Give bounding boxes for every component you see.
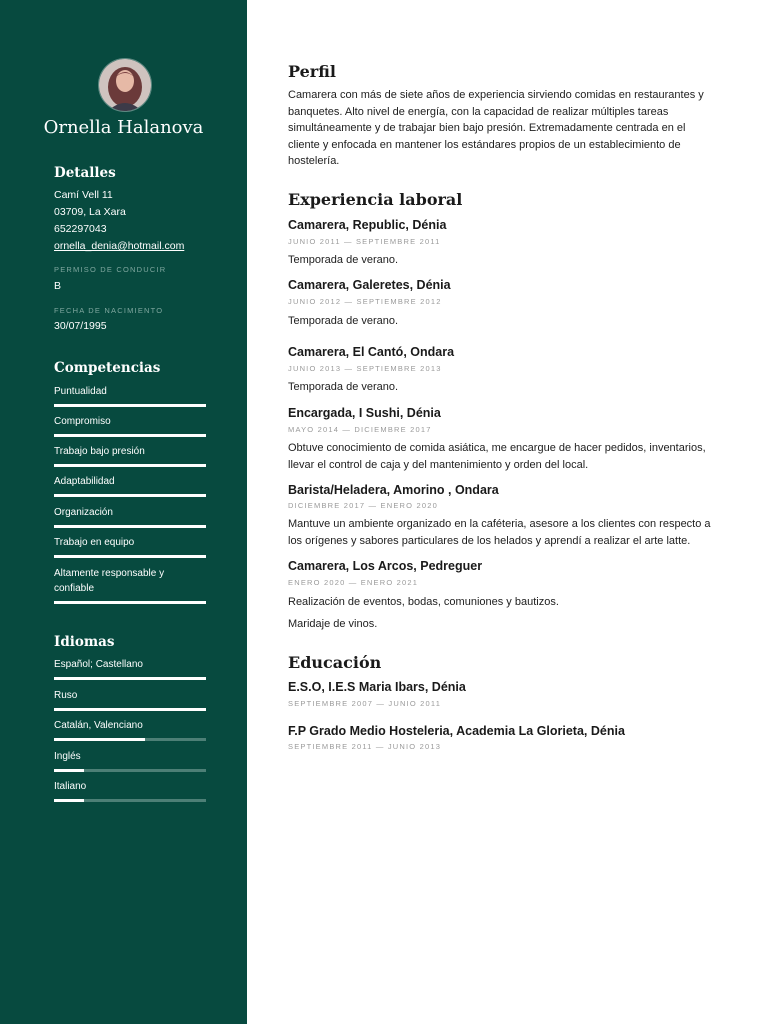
address-line-1: Camí Vell 11: [54, 189, 113, 201]
language-level-bar: [54, 708, 206, 711]
job-description: Realización de eventos, bodas, comuniones y bautizos.: [288, 596, 559, 608]
profile-text: Camarera con más de siete años de experiencia sirviendo comidas en restaurantes y banquetes. Alto nivel de energía, con la capacidad de realizar múltiples tareas simultáneamente y de trabajar bien bajo presión. Extremadamente centrada en el cliente y enfocada en mantener los estándares propios de un establecimiento de hostelería.: [288, 89, 704, 167]
job-dates: JUNIO 2012 — SEPTIEMBRE 2012: [288, 297, 442, 306]
job-dates: JUNIO 2011 — SEPTIEMBRE 2011: [288, 237, 441, 246]
profile-photo: [99, 59, 151, 111]
skill-item: [54, 384, 206, 407]
language-level-fill: [54, 738, 145, 741]
skill-item: [54, 505, 206, 528]
education-dates: SEPTIEMBRE 2011 — JUNIO 2013: [288, 742, 442, 751]
language-label: Inglés: [54, 751, 81, 762]
job-title: Barista/Heladera, Amorino , Ondara: [288, 483, 499, 497]
education-title: E.S.O, I.E.S Maria Ibars, Dénia: [288, 680, 466, 694]
skill-level-fill: [54, 525, 206, 528]
skill-level-fill: [54, 404, 206, 407]
language-label: Ruso: [54, 690, 78, 701]
job-title: Encargada, I Sushi, Dénia: [288, 406, 441, 420]
profile-heading: Perfil: [288, 62, 336, 81]
skill-level-fill: [54, 555, 206, 558]
education-title: F.P Grado Medio Hosteleria, Academia La Glorieta, Dénia: [288, 724, 625, 738]
email-link[interactable]: ornella_denia@hotmail.com: [54, 240, 185, 252]
skill-label: Organización: [54, 507, 113, 518]
address-line-2: 03709, La Xara: [54, 206, 126, 218]
skill-level-fill: [54, 464, 206, 467]
language-level-bar: [54, 799, 206, 802]
language-level-bar: [54, 738, 206, 741]
skills-heading: Competencias: [54, 360, 161, 376]
language-level-fill: [54, 677, 206, 680]
skill-label: Trabajo en equipo: [54, 537, 135, 548]
language-level-fill: [54, 769, 84, 772]
language-item: [54, 779, 206, 802]
details-heading: Detalles: [54, 165, 116, 181]
language-level-fill: [54, 708, 206, 711]
skill-item: [54, 414, 206, 437]
job-description: Mantuve un ambiente organizado en la caféteria, asesore a los clientes con respecto a los orígenes y sabores particulares de los helados y aprendí a realizar el arte latte.: [288, 518, 711, 547]
sidebar: [0, 0, 247, 1024]
language-label: Catalán, Valenciano: [54, 720, 143, 731]
job-dates: DICIEMBRE 2017 — ENERO 2020: [288, 501, 438, 510]
skill-label: Trabajo bajo presión: [54, 446, 145, 457]
job-title: Camarera, Republic, Dénia: [288, 218, 447, 232]
phone-number: 652297043: [54, 223, 107, 235]
job-description: Temporada de verano.: [288, 315, 399, 327]
language-label: Italiano: [54, 781, 87, 792]
skill-level-bar: [54, 404, 206, 407]
education-heading: Educación: [288, 653, 382, 672]
language-item: [54, 688, 206, 711]
skill-item: [54, 566, 206, 604]
skill-item: [54, 474, 206, 497]
skill-item: [54, 535, 206, 558]
job-dates: ENERO 2020 — ENERO 2021: [288, 578, 419, 587]
language-item: [54, 718, 206, 741]
skill-label: Adaptabilidad: [54, 476, 115, 487]
skill-level-bar: [54, 555, 206, 558]
birth-value: 30/07/1995: [54, 320, 107, 332]
skill-level-fill: [54, 494, 206, 497]
job-dates: JUNIO 2013 — SEPTIEMBRE 2013: [288, 364, 442, 373]
language-level-bar: [54, 769, 206, 772]
job-description: Maridaje de vinos.: [288, 618, 378, 630]
skill-item: [54, 444, 206, 467]
skill-label: Altamente responsable y confiable: [54, 568, 165, 594]
skill-level-fill: [54, 601, 206, 604]
skill-level-bar: [54, 494, 206, 497]
job-dates: MAYO 2014 — DICIEMBRE 2017: [288, 425, 432, 434]
job-description: Temporada de verano.: [288, 381, 399, 393]
skill-level-bar: [54, 434, 206, 437]
language-item: [54, 657, 206, 680]
job-description: Obtuve conocimiento de comida asiática, me encargue de hacer pedidos, inventarios, llevar el control de caja y del mantenimiento y orden del local.: [288, 442, 706, 471]
skill-level-bar: [54, 464, 206, 467]
skill-level-fill: [54, 434, 206, 437]
language-label: Español; Castellano: [54, 659, 143, 670]
languages-heading: Idiomas: [54, 634, 115, 650]
language-level-bar: [54, 677, 206, 680]
birth-label: FECHA DE NACIMIENTO: [54, 306, 164, 315]
license-label: PERMISO DE CONDUCIR: [54, 265, 167, 274]
avatar: [98, 58, 152, 112]
skill-label: Compromiso: [54, 416, 111, 427]
person-name: Ornella Halanova: [43, 117, 204, 138]
skill-level-bar: [54, 525, 206, 528]
language-level-fill: [54, 799, 84, 802]
language-item: [54, 749, 206, 772]
skill-level-bar: [54, 601, 206, 604]
job-title: Camarera, El Cantó, Ondara: [288, 345, 455, 359]
license-value: B: [54, 280, 62, 292]
experience-heading: Experiencia laboral: [288, 190, 463, 209]
job-title: Camarera, Galeretes, Dénia: [288, 278, 451, 292]
job-title: Camarera, Los Arcos, Pedreguer: [288, 559, 483, 573]
education-dates: SEPTIEMBRE 2007 — JUNIO 2011: [288, 699, 442, 708]
skill-label: Puntualidad: [54, 386, 107, 397]
job-description: Temporada de verano.: [288, 254, 399, 266]
